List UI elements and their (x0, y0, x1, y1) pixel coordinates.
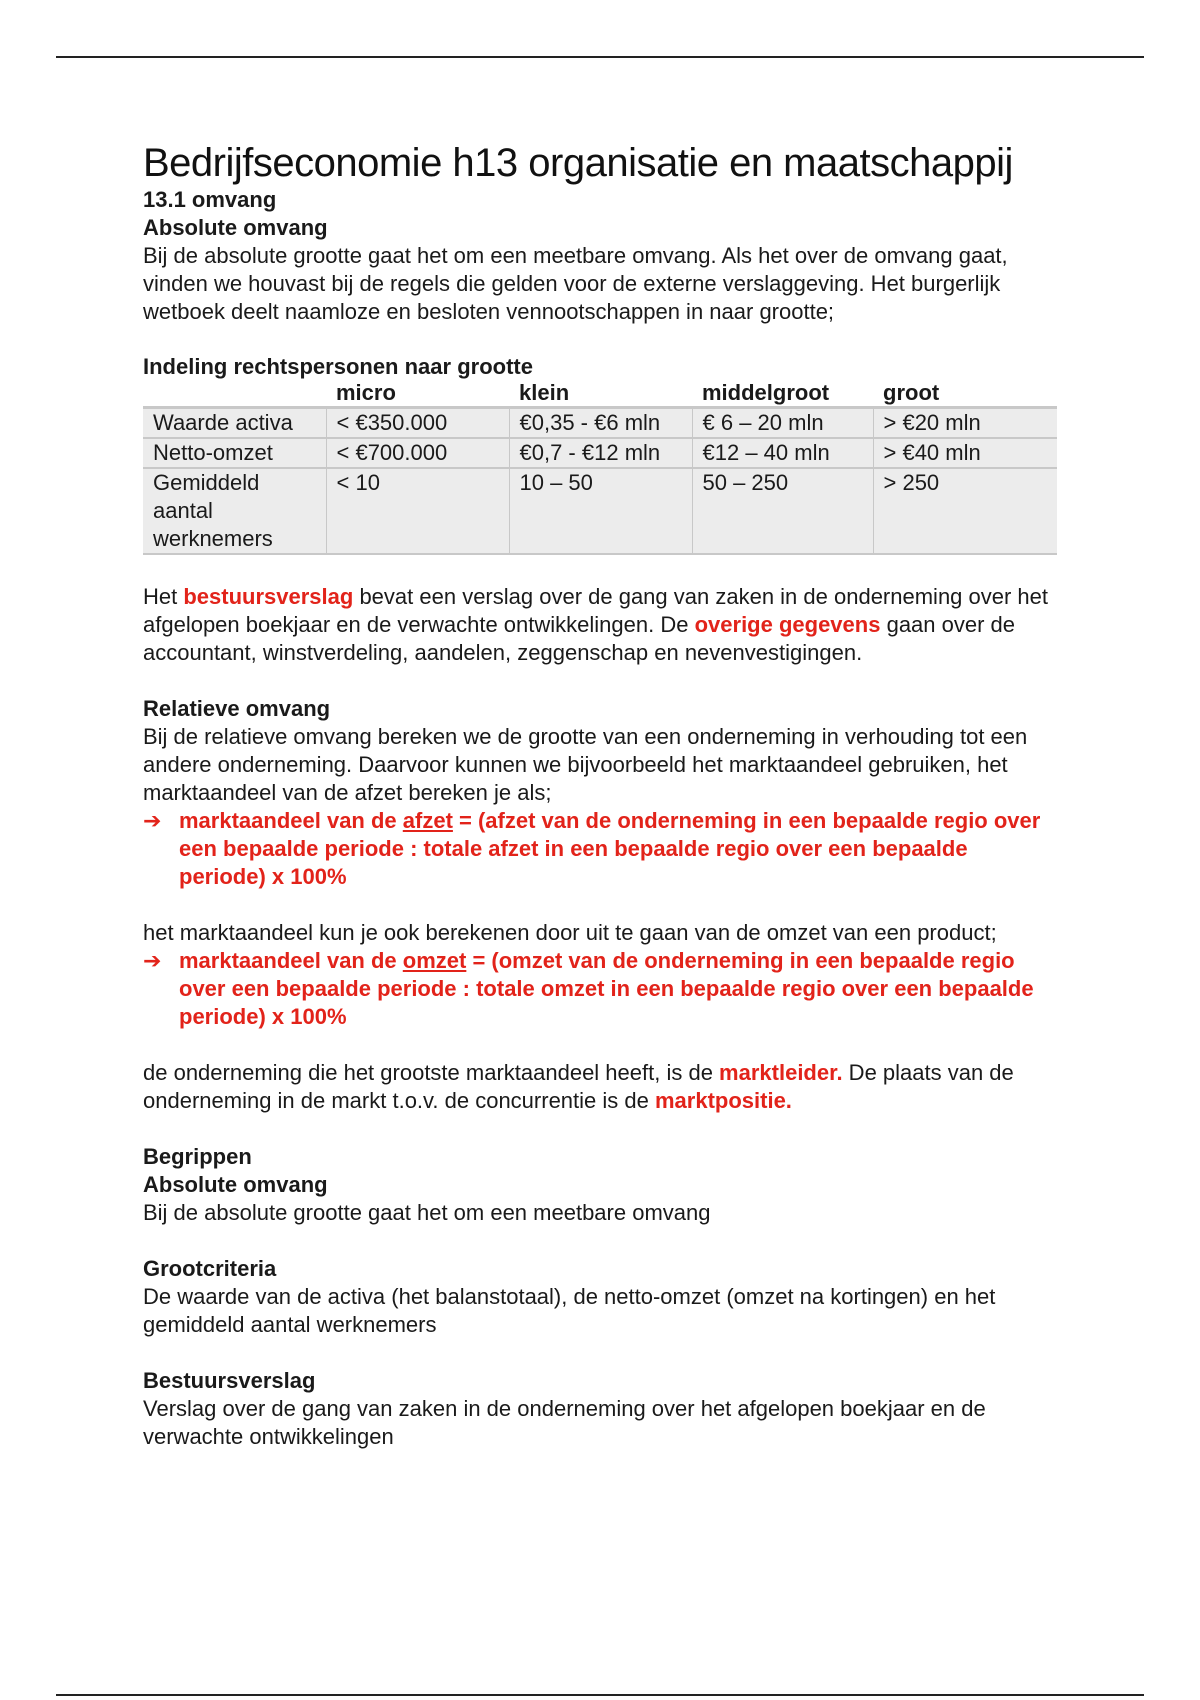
table-title: Indeling rechtspersonen naar grootte (143, 354, 533, 379)
underlined-term: omzet (402, 948, 467, 973)
table-cell: 10 – 50 (509, 468, 692, 554)
text-run: marktaandeel van de (179, 808, 403, 833)
table-header: micro (336, 380, 396, 405)
table-cell: Gemiddeld aantal werknemers (143, 468, 326, 554)
marktleider-paragraph (143, 1059, 1058, 1115)
begrip-term: Grootcriteria (143, 1256, 277, 1281)
table-cell: > €40 mln (873, 438, 1057, 468)
table-cell: < 10 (326, 468, 509, 554)
begrippen-heading: Begrippen (143, 1144, 252, 1169)
bottom-rule (56, 1694, 1144, 1696)
text-run: marktaandeel van de (179, 948, 403, 973)
formula-afzet (143, 807, 1058, 891)
formula-text (179, 947, 1058, 1031)
begrip-definition: Verslag over de gang van zaken in de onderneming over het afgelopen boekjaar en de verwachte ontwikkelingen (143, 1396, 986, 1449)
absolute-heading: Absolute omvang (143, 215, 328, 240)
text-run: de onderneming die het grootste marktaandeel heeft, is de (143, 1060, 720, 1085)
section-heading: 13.1 omvang (143, 187, 277, 212)
text-run: bevat een verslag over de gang van zaken in de onderneming over het afgelopen boekjaar en de verwachte ontwikkelingen. De (143, 584, 1049, 637)
table-row (143, 468, 1057, 554)
table-header: middelgroot (702, 380, 830, 405)
table-cell: €0,7 - €12 mln (509, 438, 692, 468)
absolute-text: Bij de absolute grootte gaat het om een meetbare omvang. Als het over de omvang gaat, vinden we houvast bij de regels die gelden voor de externe verslaggeving. Het burgerlijk wetboek deelt naamloze en besloten vennootschappen in naar grootte; (143, 243, 1008, 324)
top-rule (56, 56, 1144, 58)
document-body (143, 140, 1058, 1451)
text-run: De plaats van de onderneming in de markt t.o.v. de concurrentie is de (143, 1060, 1014, 1113)
table-header: klein (519, 380, 570, 405)
text-run: gaan over de accountant, winstverdeling, aandelen, zeggenschap en nevenvestigingen. (143, 612, 1016, 665)
arrow-right-icon: ➔ (143, 808, 162, 833)
begrip-definition: De waarde van de activa (het balanstotaal), de netto-omzet (omzet na kortingen) en het gemiddeld aantal werknemers (143, 1284, 996, 1337)
relatief-heading: Relatieve omvang (143, 696, 331, 721)
underlined-term: afzet (402, 808, 453, 833)
table-cell: > 250 (873, 468, 1057, 554)
begrip-definition: Bij de absolute grootte gaat het om een meetbare omvang (143, 1200, 711, 1225)
page-title: Bedrijfseconomie h13 organisatie en maatschappij (143, 141, 1013, 185)
begrip-term: Bestuursverslag (143, 1368, 316, 1393)
size-table (143, 380, 1057, 555)
table-cell: Netto-omzet (143, 438, 326, 468)
begrip-term: Absolute omvang (143, 1172, 328, 1197)
table-cell: < €350.000 (326, 408, 509, 439)
text-run: Het (143, 584, 184, 609)
table-header (143, 380, 326, 408)
table-row (143, 408, 1057, 439)
term-marktleider: marktleider. (719, 1060, 843, 1085)
omzet-intro: het marktaandeel kun je ook berekenen door uit te gaan van de omzet van een product; (143, 920, 997, 945)
table-cell: € 6 – 20 mln (692, 408, 873, 439)
text-run: = (afzet van de onderneming in een bepaalde regio over een bepaalde periode : totale afzet in een bepaalde regio over een bepaalde periode) x 100% (179, 808, 1041, 889)
table-cell: €0,35 - €6 mln (509, 408, 692, 439)
text-run: = (omzet van de onderneming in een bepaalde regio over een bepaalde periode : totale omzet in een bepaalde regio over een bepaalde periode) x 100% (179, 948, 1034, 1029)
bestuursverslag-paragraph (143, 583, 1058, 667)
term-marktpositie: marktpositie. (654, 1088, 792, 1113)
arrow-right-icon: ➔ (143, 948, 162, 973)
term-bestuursverslag: bestuursverslag (183, 584, 354, 609)
formula-omzet (143, 947, 1058, 1031)
table-cell: Waarde activa (143, 408, 326, 439)
formula-text (179, 807, 1058, 891)
table-header-row (143, 380, 1057, 408)
table-row (143, 438, 1057, 468)
table-header: groot (883, 380, 940, 405)
table-cell: > €20 mln (873, 408, 1057, 439)
relatief-text: Bij de relatieve omvang bereken we de grootte van een onderneming in verhouding tot een andere onderneming. Daarvoor kunnen we bijvoorbeeld het marktaandeel gebruiken, het marktaandeel van de afzet bereken je als; (143, 724, 1028, 805)
term-overige-gegevens: overige gegevens (694, 612, 881, 637)
table-cell: < €700.000 (326, 438, 509, 468)
table-cell: 50 – 250 (692, 468, 873, 554)
table-cell: €12 – 40 mln (692, 438, 873, 468)
